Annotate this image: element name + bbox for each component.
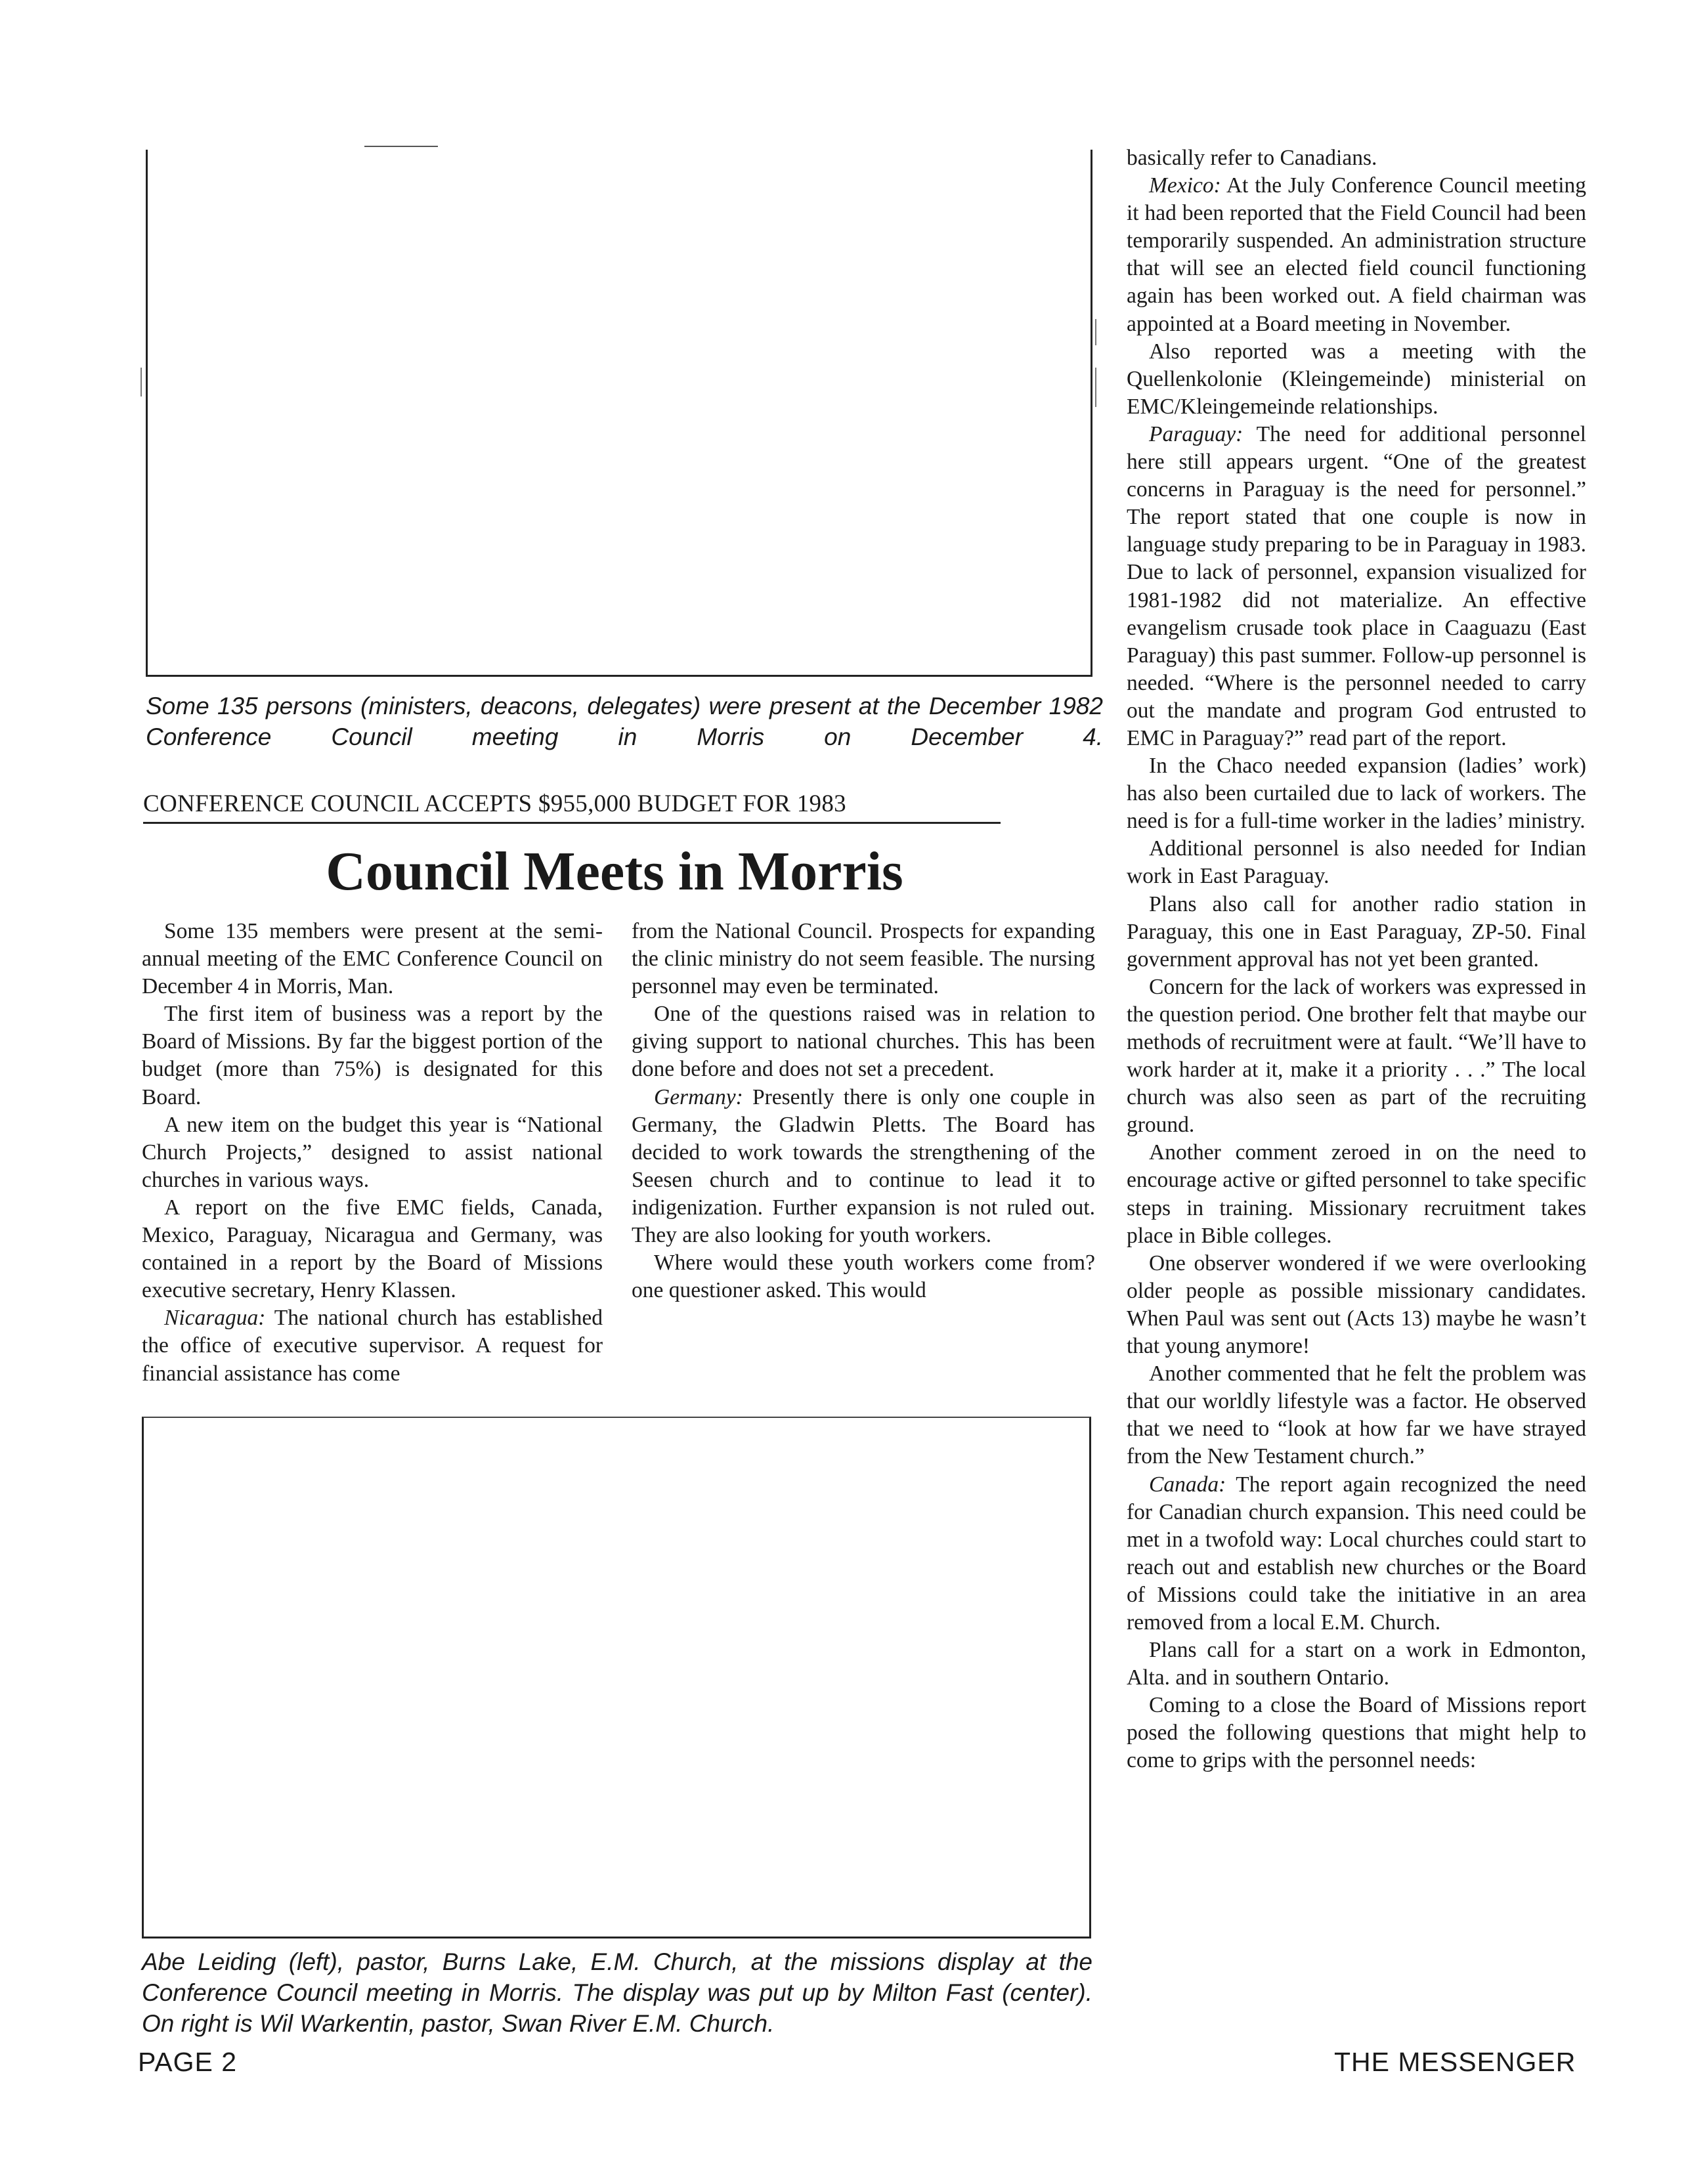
paragraph-text: One of the questions raised was in relation to giving support to national churches. This has been done before and does not set a precedent.	[632, 1002, 1095, 1082]
article-column-1	[142, 918, 603, 1388]
article-paragraph	[1127, 1637, 1586, 1692]
paragraph-text: A new item on the budget this year is “National Church Projects,” designed to assist national churches in various ways.	[142, 1112, 603, 1192]
article-paragraph	[1127, 752, 1586, 835]
paragraph-text: Plans also call for another radio station in Paraguay, this one in East Paraguay, ZP-50. Final government approval has not yet been granted.	[1127, 891, 1586, 972]
article-paragraph	[142, 1111, 603, 1194]
paragraph-text: The first item of business was a report by the Board of Missions. By far the biggest portion of the budget (more than 75%) is designated for this Board.	[142, 1002, 603, 1109]
article-paragraph	[1127, 835, 1586, 890]
paragraph-lead: Germany:	[654, 1084, 743, 1109]
article-paragraph	[142, 1194, 603, 1304]
article-paragraph	[1127, 338, 1586, 421]
article-headline: Council Meets in Morris	[326, 841, 903, 902]
paragraph-text: Where would these youth workers come from? one questioner asked. This would	[632, 1251, 1095, 1303]
article-column-3	[1127, 144, 1586, 1775]
paragraph-text: The national church has established the office of executive supervisor. A request for financial assistance has come	[142, 1306, 603, 1386]
paragraph-text: Coming to a close the Board of Missions report posed the following questions that might help to come to grips with the personnel needs:	[1127, 1693, 1586, 1773]
crop-mark	[1095, 368, 1096, 407]
article-paragraph	[142, 1000, 603, 1111]
photo-caption-bottom: Abe Leiding (left), pastor, Burns Lake, E.M. Church, at the missions display at the Conference Council meeting in Morris. The display was put up by Milton Fast (center). On right is Wil Warkentin, pastor, Swan River E.M. Church.	[142, 1948, 1092, 2037]
article-paragraph	[1127, 1139, 1586, 1249]
article-kicker: CONFERENCE COUNCIL ACCEPTS $955,000 BUDGET FOR 1983	[143, 790, 1001, 824]
paragraph-text: Also reported was a meeting with the Quellenkolonie (Kleingemeinde) ministerial on EMC/Kleingemeinde relationships.	[1127, 339, 1586, 419]
article-paragraph	[632, 1249, 1095, 1304]
paragraph-text: Additional personnel is also needed for Indian work in East Paraguay.	[1127, 836, 1586, 889]
photo-council-meeting	[146, 150, 1092, 677]
article-paragraph	[1127, 1360, 1586, 1470]
page-number: PAGE 2	[138, 2047, 238, 2077]
paragraph-text: The report again recognized the need for Canadian church expansion. This need could be met in a twofold way: Local churches could start to reach out and establish new churches or the Board of Missions could take the initiative in an area removed from a local E.M. Church.	[1127, 1472, 1586, 1635]
paragraph-text: basically refer to Canadians.	[1127, 146, 1377, 170]
article-paragraph	[1127, 891, 1586, 974]
article-column-2	[632, 918, 1095, 1304]
article-paragraph	[142, 1304, 603, 1387]
photo-missions-display	[142, 1417, 1091, 1938]
crop-mark	[140, 368, 142, 396]
paragraph-text: Another comment zeroed in on the need to encourage active or gifted personnel to take specific steps in training. Missionary recruitment takes place in Bible colleges.	[1127, 1140, 1586, 1248]
photo-edge-mark	[364, 146, 438, 147]
article-paragraph	[1127, 1250, 1586, 1360]
article-paragraph	[632, 1084, 1095, 1250]
article-paragraph	[1127, 1692, 1586, 1774]
paragraph-lead: Paraguay:	[1149, 421, 1243, 446]
article-paragraph	[142, 918, 603, 1000]
article-paragraph	[632, 918, 1095, 1000]
article-paragraph	[1127, 172, 1586, 338]
article-paragraph	[1127, 421, 1586, 752]
paragraph-text: At the July Conference Council meeting it had been reported that the Field Council had been temporarily suspended. An administration structure that will see an elected field council functioning again has been worked out. A field chairman was appointed at a Board meeting in November.	[1127, 173, 1587, 336]
publication-name: THE MESSENGER	[1334, 2047, 1576, 2077]
paragraph-text: Plans call for a start on a work in Edmonton, Alta. and in southern Ontario.	[1127, 1638, 1586, 1690]
paragraph-text: Some 135 members were present at the semi-annual meeting of the EMC Conference Council on December 4 in Morris, Man.	[142, 919, 603, 999]
paragraph-text: A report on the five EMC fields, Canada, Mexico, Paraguay, Nicaragua and Germany, was contained in a report by the Board of Missions executive secretary, Henry Klassen.	[142, 1195, 603, 1303]
article-paragraph	[1127, 974, 1586, 1140]
paragraph-text: Another commented that he felt the problem was that our worldly lifestyle was a factor. He observed that we need to “look at how far we have strayed from the New Testament church.”	[1127, 1361, 1586, 1469]
paragraph-text: One observer wondered if we were overlooking older people as possible missionary candidates. When Paul was sent out (Acts 13) maybe he wasn’t that young anymore!	[1127, 1251, 1586, 1359]
paragraph-lead: Nicaragua:	[164, 1306, 266, 1331]
paragraph-text: The need for additional personnel here still appears urgent. “One of the greatest concerns in Paraguay is the need for personnel.” The report stated that one couple is now in language study preparing to be in Paraguay in 1983. Due to lack of personnel, expansion visualized for 1981-1982 did not materialize. An effective evangelism crusade took place in Caaguazu (East Paraguay) this past summer. Follow-up personnel is needed. “Where is the personnel needed to carry out the mandate and program God entrusted to EMC in Paraguay?” read part of the report.	[1127, 421, 1586, 750]
paragraph-text: In the Chaco needed expansion (ladies’ work) has also been curtailed due to lack of workers. The need is for a full-time worker in the ladies’ ministry.	[1127, 754, 1586, 834]
crop-mark	[1095, 319, 1096, 345]
article-paragraph	[632, 1000, 1095, 1083]
article-paragraph	[1127, 144, 1586, 172]
article-paragraph	[1127, 1471, 1586, 1637]
paragraph-lead: Mexico:	[1149, 173, 1221, 198]
photo-caption-top: Some 135 persons (ministers, deacons, delegates) were present at the December 1982 Conference Council meeting in Morris on December 4.	[146, 693, 1103, 750]
paragraph-text: Presently there is only one couple in Germany, the Gladwin Pletts. The Board has decided to work towards the strengthening of the Seesen church and to continue to lead it to indigenization. Further expansion is not ruled out. They are also looking for youth workers.	[632, 1084, 1095, 1248]
paragraph-lead: Canada:	[1149, 1472, 1226, 1497]
paragraph-text: Concern for the lack of workers was expressed in the question period. One brother felt that maybe our methods of recruitment were at fault. “We’ll have to work harder at it, make it a priority . . .” The local church was also seen as part of the recruiting ground.	[1127, 974, 1586, 1138]
paragraph-text: from the National Council. Prospects for expanding the clinic ministry do not seem feasible. The nursing personnel may even be terminated.	[632, 919, 1095, 999]
